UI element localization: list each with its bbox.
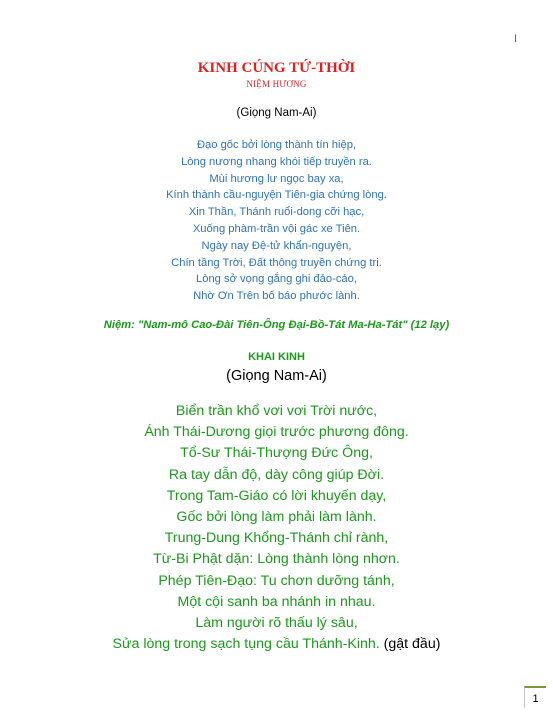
verse-line: Tổ-Sư Thái-Thượng Đức Ông, — [180, 445, 373, 462]
verse-line: Đạo gốc bởi lòng thành tín hiệp, — [196, 139, 357, 151]
verse-line: Gốc bởi lòng làm phải làm lành. — [176, 509, 377, 526]
verse-line-final — [0, 634, 553, 655]
verse-line: Phép Tiên-Đạo: Tu chơn dưỡng tánh, — [158, 572, 395, 589]
verse-line: Biển trần khổ vơi vơi Trời nước, — [175, 403, 378, 419]
verse-line: Lòng nương nhang khói tiếp truyền ra. — [181, 155, 372, 168]
tone-label-1: (Giọng Nam-Ai) — [236, 107, 317, 119]
tone-label-2: (Giọng Nam-Ai) — [226, 368, 327, 384]
verse-line: Lòng sở vọng gắng ghi đảo-cáo, — [196, 273, 357, 286]
verse-line: Xin Thần, Thánh ruổi-dong cỡi hạc, — [188, 206, 365, 219]
page-number: 1 — [524, 686, 546, 708]
verse-line: Chín tầng Trời, Đất thông truyền chứng tri. — [171, 256, 382, 269]
prayer-line: Niệm: "Nam-mô Cao-Đài Tiên-Ông Đại-Bồ-Tát Ma-Ha-Tát" (12 lạy) — [103, 319, 450, 331]
verse-line: Trong Tam-Giáo có lời khuyến dạy, — [166, 487, 387, 504]
verse-line: Ra tay dẫn độ, dày công giúp Đời. — [168, 466, 385, 483]
verse-line: Kính thành cầu-nguyện Tiên-gia chứng lòng. — [166, 189, 387, 202]
section-title-khai-kinh: KHAI KINH — [248, 351, 305, 363]
page-title: KINH CÚNG TỨ-THỜI — [197, 60, 356, 76]
verse-block-1 — [0, 137, 553, 305]
corner-mark: I — [514, 33, 518, 45]
verse-line: Ngày nay Đệ-tử khẩn-nguyện, — [201, 239, 352, 252]
verse-line-final-text: Sửa lòng trong sạch tụng cầu Thánh-Kinh. — [112, 636, 380, 653]
verse-line: Ánh Thái-Dương giọi trước phương đông. — [144, 424, 409, 441]
verse-line: Trung-Dung Khổng-Thánh chỉ rành, — [164, 530, 389, 547]
verse-line: Mùi hương lư ngọc bay xa, — [209, 172, 344, 185]
verse-block-2 — [0, 401, 553, 655]
page-subtitle: NIỆM HƯƠNG — [246, 79, 307, 89]
verse-line: Xuống phàm-trần vội gác xe Tiên. — [192, 222, 361, 235]
bow-note: (gật đầu) — [383, 636, 441, 653]
verse-line: Làm người rõ thấu lý sâu, — [195, 615, 358, 632]
verse-line: Một cội sanh ba nhánh in nhau. — [177, 593, 376, 610]
verse-line: Nhờ Ơn Trên bố báo phước lành. — [193, 290, 360, 303]
verse-line: Từ-Bi Phật dặn: Lòng thành lòng nhơn. — [153, 551, 400, 568]
